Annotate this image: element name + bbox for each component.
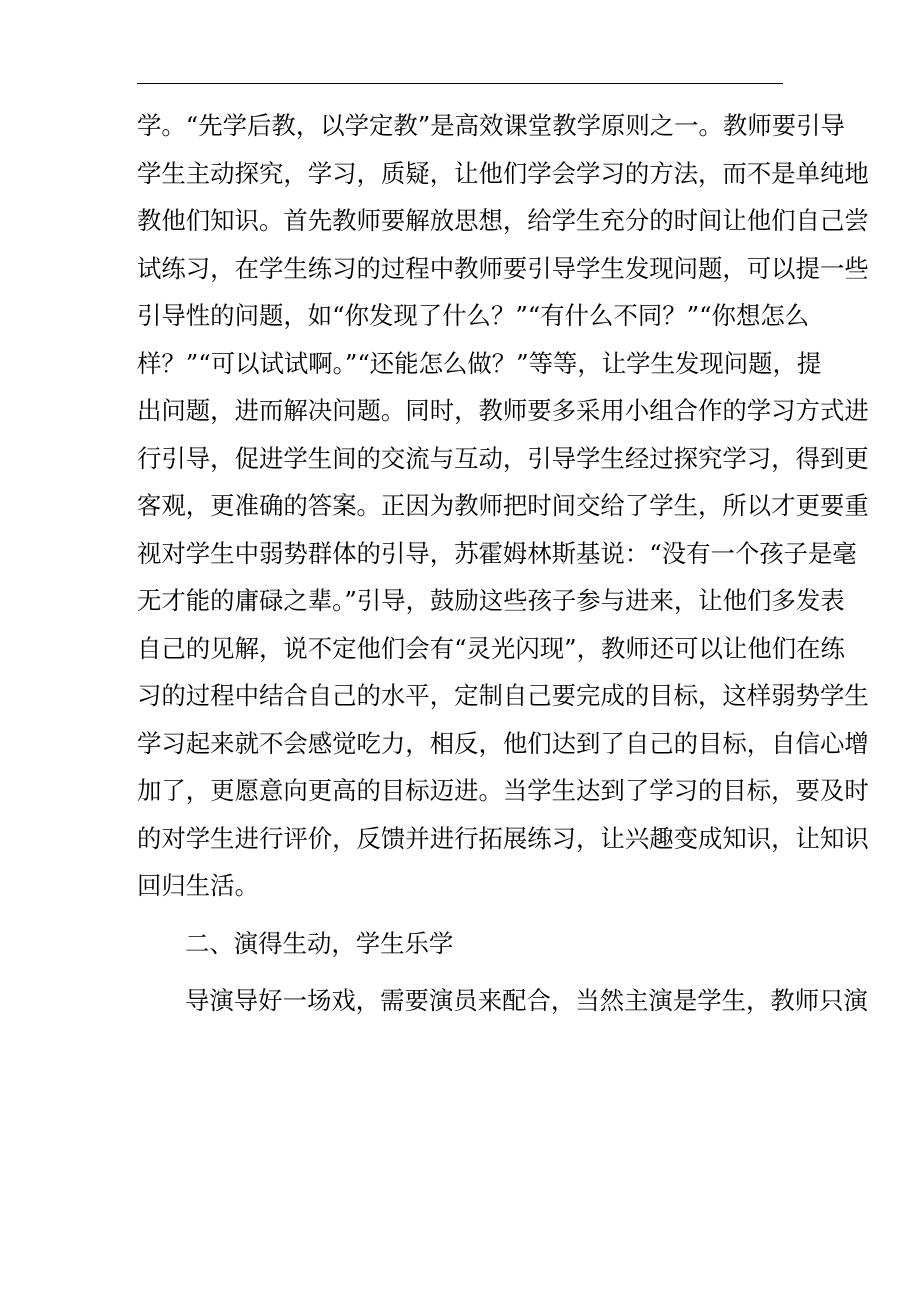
header-rule [137,83,783,84]
paragraph-1 [137,102,869,910]
paragraph-gap [137,910,787,920]
text-line: 教他们知识。首先教师要解放思想，给学生充分的时间让他们自己尝 [137,206,869,235]
text-line: 试练习，在学生练习的过程中教师要引导学生发现问题，可以提一些 [137,253,869,283]
text-line: 客观，更准确的答案。正因为教师把时间交给了学生，所以才更要重 [137,491,869,520]
text-line: 导演导好一场戏，需要演员来配合，当然主演是学生，教师只演 [185,986,868,1015]
body-text [137,102,869,1025]
text-line: 回归生活。 [137,871,259,900]
text-line: 出问题，进而解决问题。同时，教师要多采用小组合作的学习方式进 [137,396,869,425]
text-line: 行引导，促进学生间的交流与互动，引导学生经过探究学习，得到更 [137,443,869,473]
text-line: 引导性的问题，如“你发现了什么？”“有什么不同？”“你想怎么 [137,301,810,330]
text-line: 自己的见解，说不定他们会有“灵光闪现”，教师还可以让他们在练 [137,633,845,663]
section-heading: 二、演得生动，学生乐学 [185,928,454,958]
text-line: 样？”“可以试试啊。”“还能怎么做？”等等，让学生发现问题，提 [137,348,822,378]
text-line: 加了，更愿意向更高的目标迈进。当学生达到了学习的目标，要及时 [137,776,869,805]
text-line: 学习起来就不会感觉吃力，相反，他们达到了自己的目标，自信心增 [137,728,869,758]
text-line: 学生主动探究，学习，质疑，让他们学会学习的方法，而不是单纯地 [137,158,869,188]
paragraph-2 [137,977,868,1025]
paragraph-gap [137,967,787,977]
text-line: 学。“先学后教，以学定教”是高效课堂教学原则之一。教师要引导 [137,111,845,140]
text-line: 的对学生进行评价，反馈并进行拓展练习，让兴趣变成知识，让知识 [137,823,869,853]
text-line: 无才能的庸碌之辈。”引导，鼓励这些孩子参与进来，让他们多发表 [137,586,845,615]
text-line: 视对学生中弱势群体的引导，苏霍姆林斯基说：“没有一个孩子是毫 [137,538,857,568]
text-line: 习的过程中结合自己的水平，定制自己要完成的目标，这样弱势学生 [137,681,869,710]
